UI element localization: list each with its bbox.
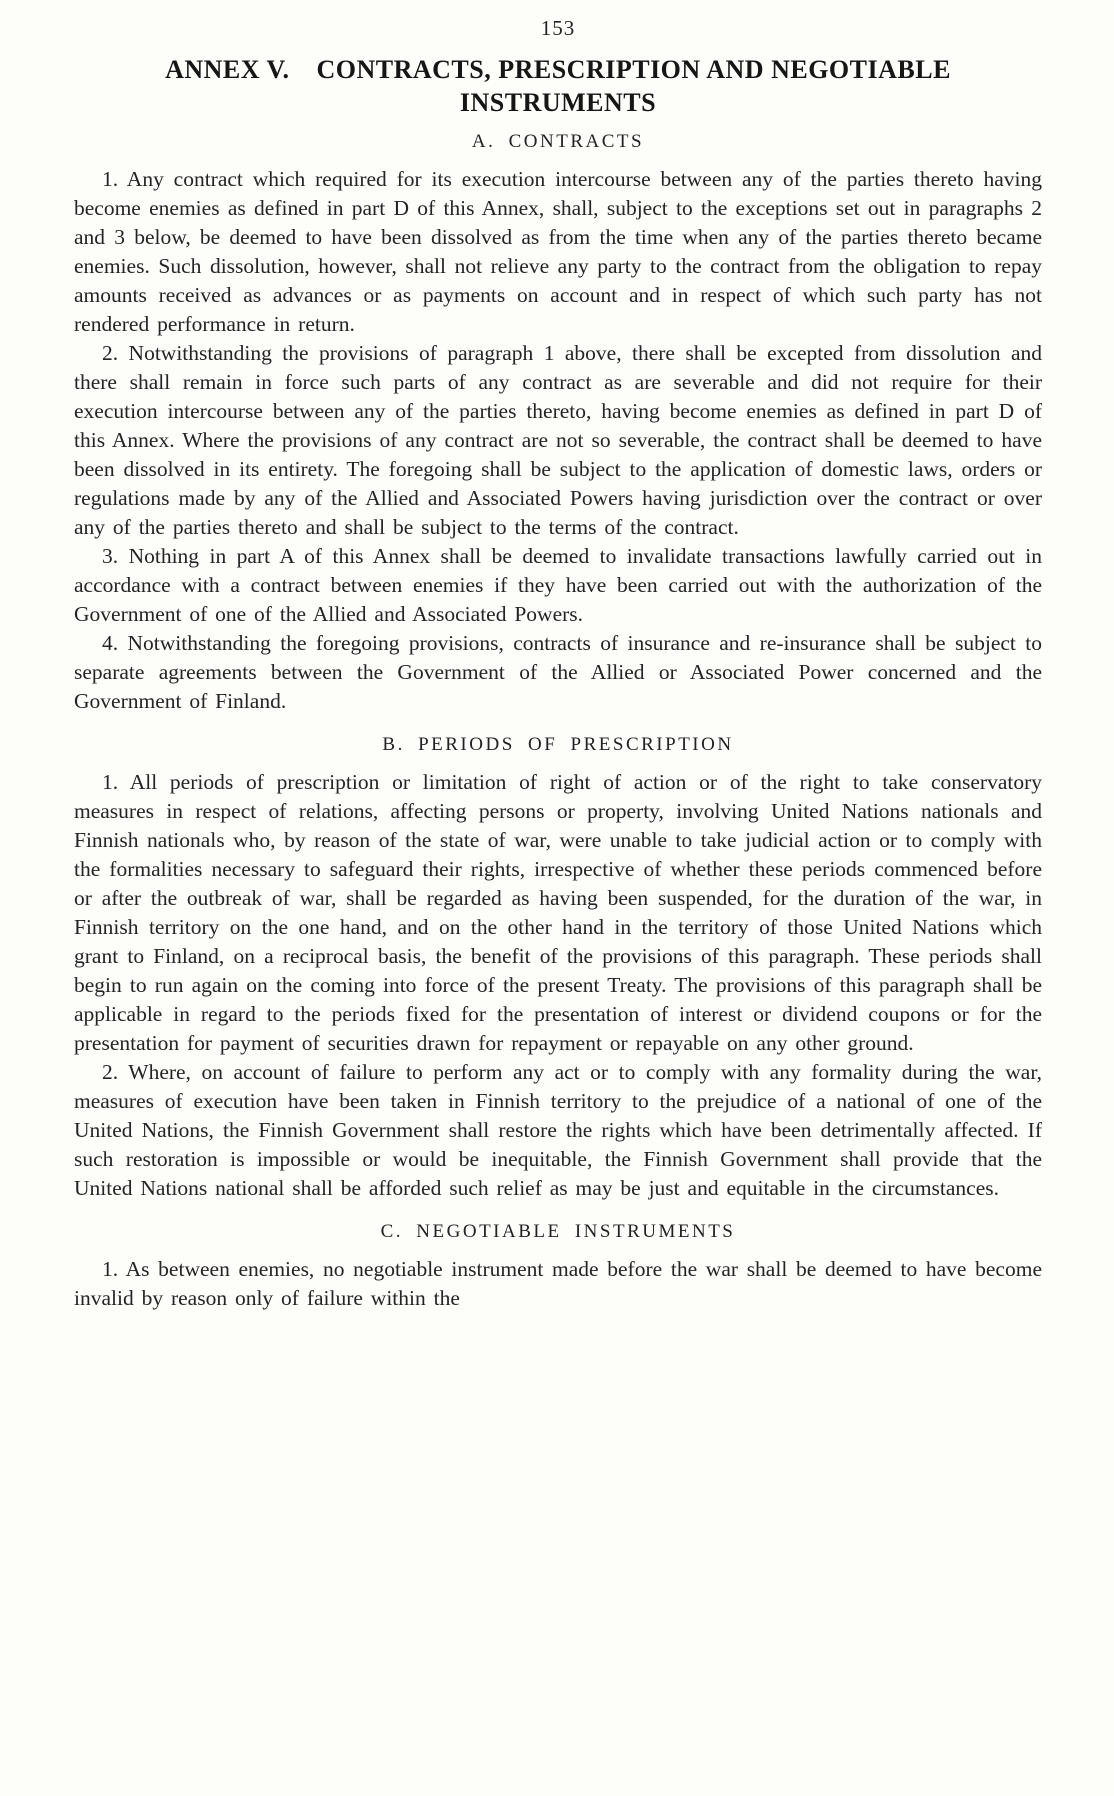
- paragraph: 1. All periods of prescription or limitation of right of action or of the right to take conservatory measures in respect of relations, affecting persons or property, involving United Nations nationals and Finnish nationals who, by reason of the state of war, were unable to take judicial action or to comply with the formalities necessary to safeguard their rights, irrespective of whether these periods commenced before or after the outbreak of war, shall be regarded as having been suspended, for the duration of the war, in Finnish territory on the one hand, and on the other hand in the territory of those United Nations which grant to Finland, on a reciprocal basis, the benefit of the provisions of this paragraph. These periods shall begin to run again on the coming into force of the present Treaty. The provisions of this paragraph shall be applicable in regard to the periods fixed for the presentation of interest or dividend coupons or for the presentation for payment of securities drawn for repayment or repayable on any other ground.: [74, 770, 1042, 1055]
- title-line-2: INSTRUMENTS: [459, 88, 657, 117]
- section-b-periods-of-prescription: [74, 734, 1042, 1203]
- paragraph: 2. Notwithstanding the provisions of paragraph 1 above, there shall be excepted from dissolution and there shall remain in force such parts of any contract as are severable and did not require for their execution intercourse between any of the parties thereto, having become enemies as defined in part D of this Annex. Where the provisions of any contract are not so severable, the contract shall be deemed to have been dissolved in its entirety. The foregoing shall be subject to the application of domestic laws, orders or regulations made by any of the Allied and Associated Powers having jurisdiction over the contract or over any of the parties thereto and shall be subject to the terms of the contract.: [74, 341, 1042, 539]
- paragraph: 1. As between enemies, no negotiable instrument made before the war shall be deemed to have become invalid by reason only of failure within the: [74, 1257, 1042, 1310]
- paragraph: 2. Where, on account of failure to perform any act or to comply with any formality during the war, measures of execution have been taken in Finnish territory to the prejudice of a national of one of the United Nations, the Finnish Government shall restore the rights which have been detrimentally affected. If such restoration is impossible or would be inequitable, the Finnish Government shall provide that the United Nations national shall be afforded such relief as may be just and equitable in the circumstances.: [74, 1060, 1042, 1200]
- paragraph: 4. Notwithstanding the foregoing provisions, contracts of insurance and re-insurance shall be subject to separate agreements between the Government of the Allied or Associated Power concerned and the Government of Finland.: [74, 631, 1042, 713]
- section-c-negotiable-instruments: [74, 1221, 1042, 1313]
- page-number: 153: [540, 16, 576, 40]
- page-title: [114, 53, 1002, 119]
- section-a-heading: A. CONTRACTS: [471, 131, 645, 152]
- section-b-heading: B. PERIODS OF PRESCRIPTION: [382, 734, 734, 755]
- section-a-contracts: [74, 131, 1042, 716]
- title-line-1: ANNEX V. CONTRACTS, PRESCRIPTION AND NEGOTIABLE: [165, 55, 951, 84]
- paragraph: 1. Any contract which required for its execution intercourse between any of the parties thereto having become enemies as defined in part D of this Annex, shall, subject to the exceptions set out in paragraphs 2 and 3 below, be deemed to have been dissolved as from the time when any of the parties thereto became enemies. Such dissolution, however, shall not relieve any party to the contract from the obligation to repay amounts received as advances or as payments on account and in respect of which such party has not rendered performance in return.: [74, 167, 1042, 336]
- section-c-heading: C. NEGOTIABLE INSTRUMENTS: [380, 1221, 736, 1242]
- paragraph: 3. Nothing in part A of this Annex shall be deemed to invalidate transactions lawfully carried out in accordance with a contract between enemies if they have been carried out with the authorization of the Government of one of the Allied and Associated Powers.: [74, 544, 1042, 626]
